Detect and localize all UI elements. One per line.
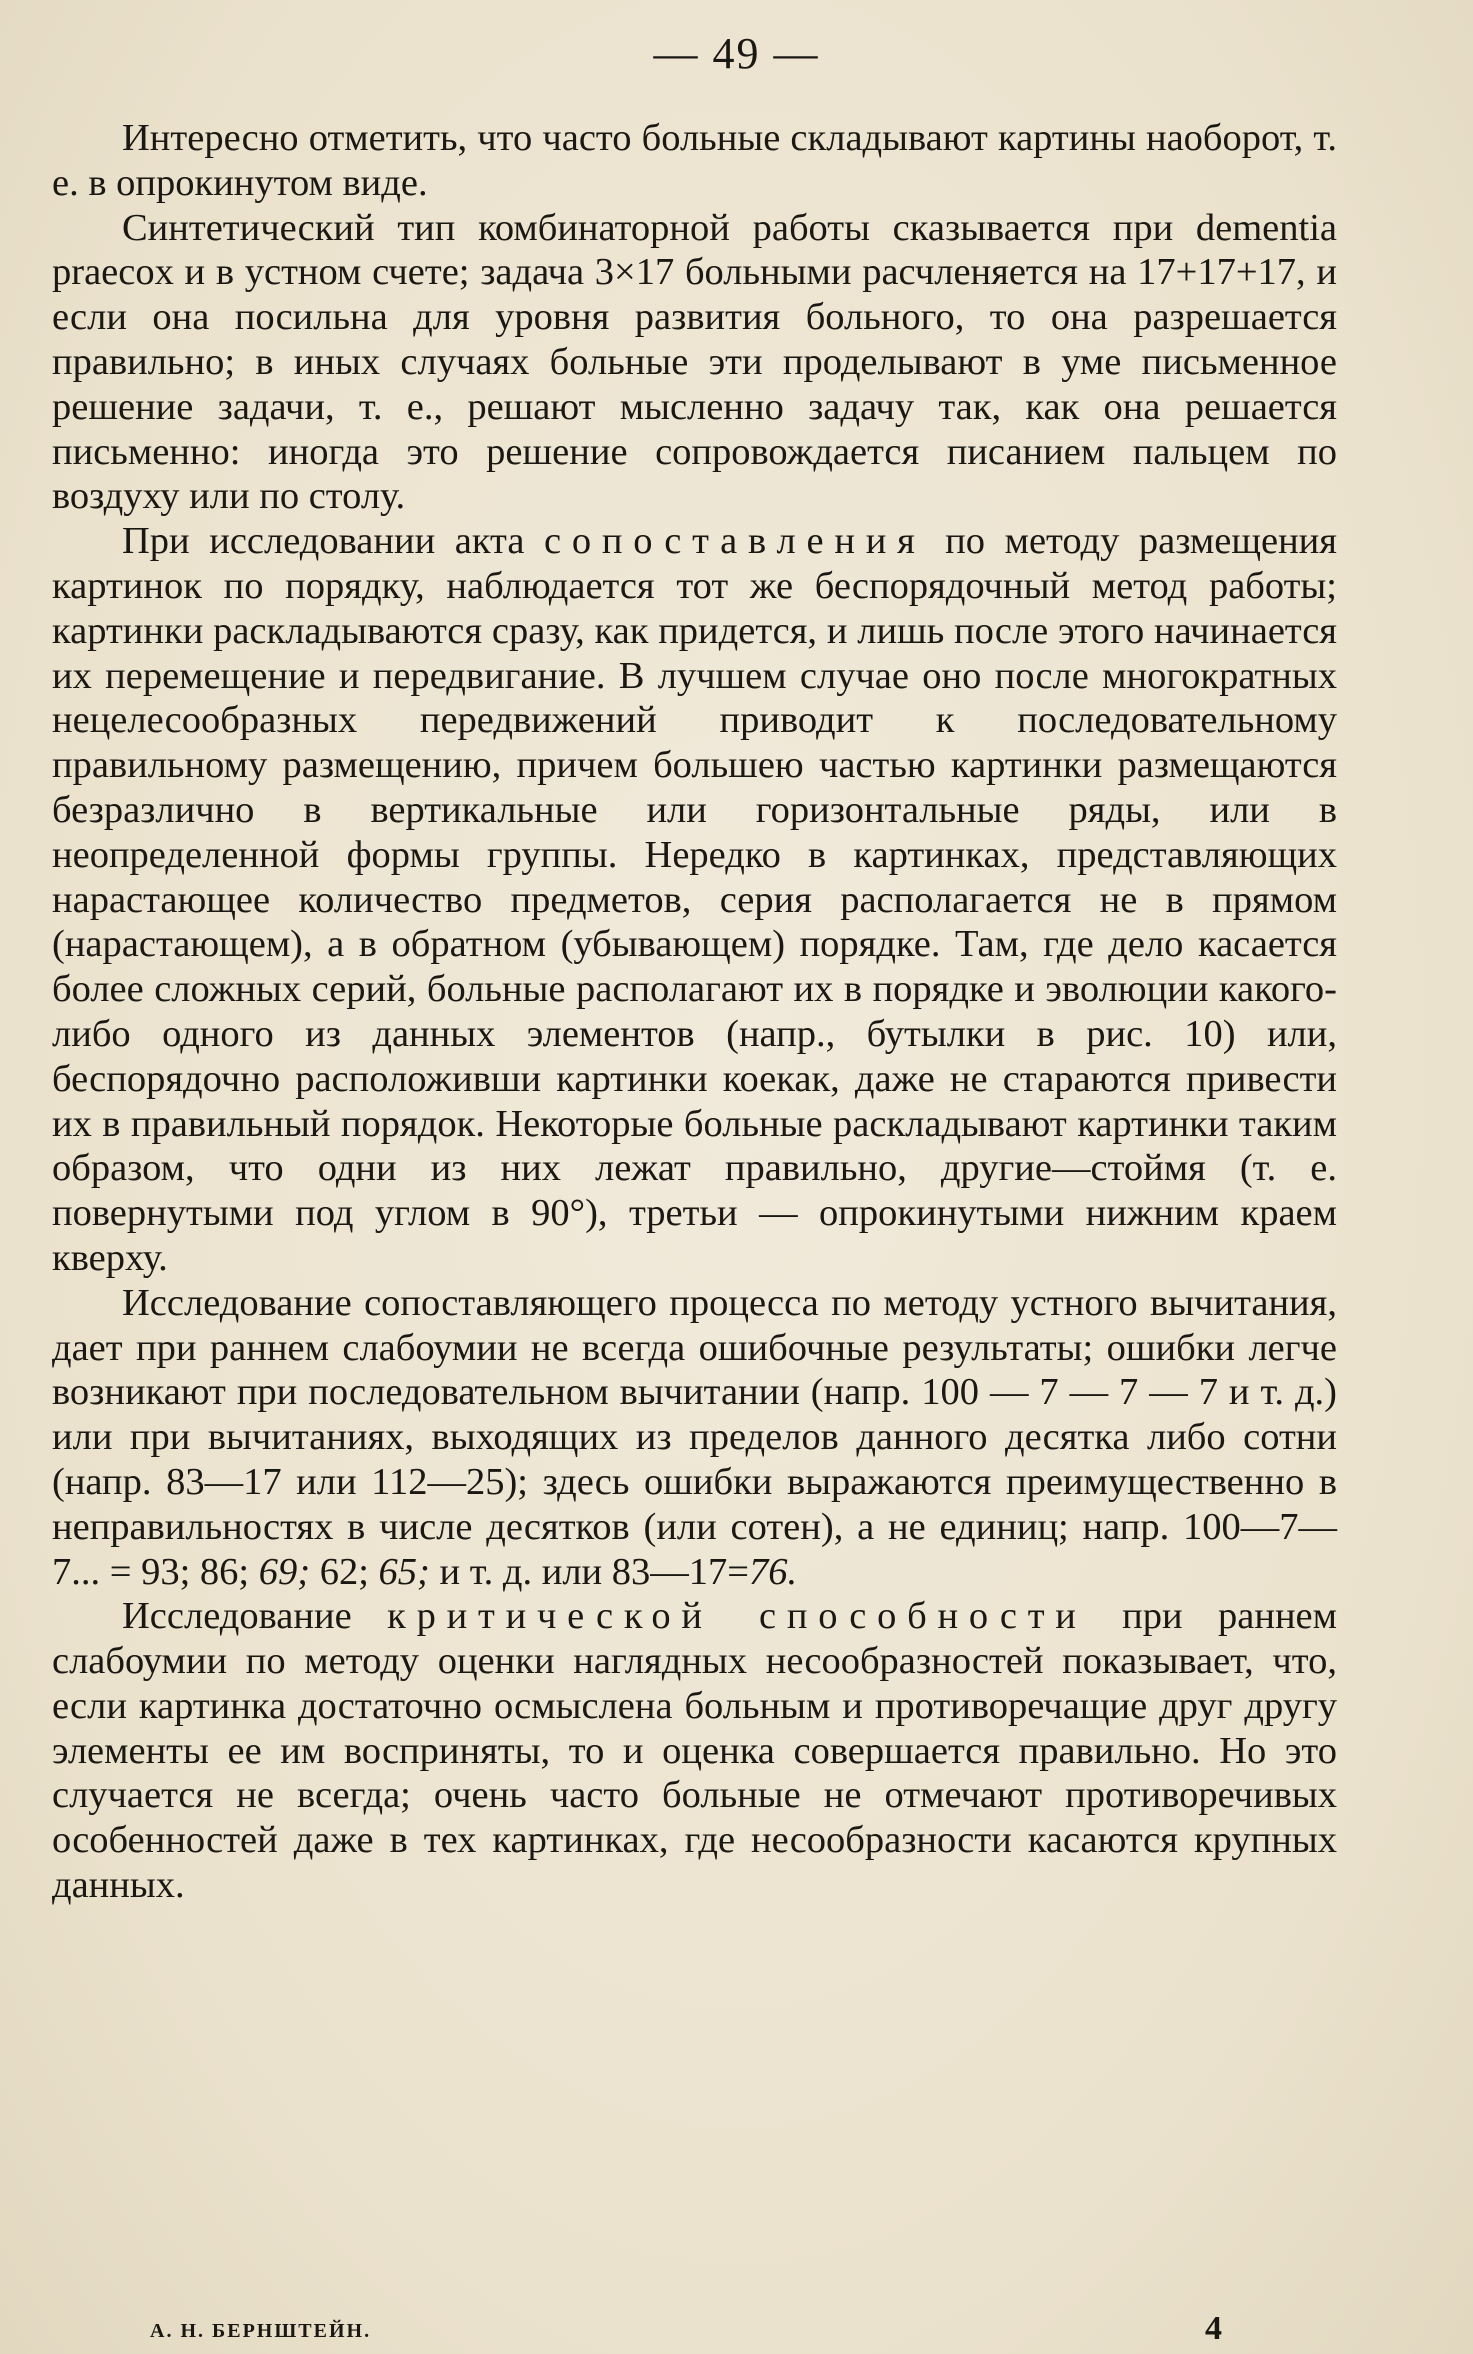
paragraph-3-rest: по методу размещения картинок по порядку, наблюдается тот же беспорядочный метод работы; картинки раскладываются сразу, как придется, и лишь после этого начинается их перемещение и передвигание. В лучшем случае оно после многократных нецелесообразных передвижений приводит к последовательному правильному размещению, причем большею частью картинки размещаются безразлично в вертикальные или горизонтальные ряды, или в неопределенной формы группы. Нередко в картинках, представляющих нарастающее количество предметов, серия располагается не в прямом (нарастающем), а в обратном (убывающем) порядке. Там, где дело касается более сложных серий, больные располагают их в порядке и эволюции какого-либо одного из данных элементов (напр., бутылки в рис. 10) или, беспорядочно расположивши картинки коекак, даже не стараются привести их в правильный порядок. Некоторые больные раскладывают картинки таким образом, что одни из них лежат правильно, другие—стоймя (т. е. повернутыми под углом в 90°), третьи — опрокинутыми нижним краем кверху. xyxy=(52,520,1337,1279)
signature-mark: 4 xyxy=(1205,2310,1222,2347)
paragraph-4-main: Исследование сопоставляющего процесса по методу устного вычитания, дает при раннем слабоумии не всегда ошибочные результаты; ошибки легче возникают при последовательном вычитании (напр. 100 — 7 — 7 — 7 и т. д.) или при вычитаниях, выходящих из пределов данного десятка либо сотни (напр. 83—17 или 112—25); здесь ошибки выражаются преимущественно в неправильностях в числе десятков (или сотен), а не единиц; напр. 100—7—7... = 93; 86; xyxy=(52,1281,1337,1593)
spaced-term-critical-ability: критической способности xyxy=(387,1595,1087,1638)
paragraph-3 xyxy=(52,519,1337,1281)
paragraph-4-mid: 62; xyxy=(310,1550,379,1593)
page-number: — 49 — xyxy=(653,29,820,78)
paragraph-4-tail: и т. д. или 83—17= xyxy=(429,1550,749,1593)
paragraph-2: Синтетический тип комбинаторной работы сказывается при dementia praecox и в устном счете; задача 3×17 больными расчленяется на 17+17+17, и если она посильна для уровня развития больного, то она разрешается правильно; в иных случаях больные эти проделывают в уме письменное решение задачи, т. е., решают мысленно задачу так, как она решается письменно: иногда это решение сопровождается писанием пальцем по воздуху или по столу. xyxy=(52,206,1337,518)
paragraph-5 xyxy=(52,1594,1337,1908)
page-footer xyxy=(0,2310,1473,2354)
italic-error-76: 76. xyxy=(748,1550,798,1593)
paragraph-3-lead: При исследовании акта xyxy=(122,520,544,563)
paragraph-1: Интересно отметить, что часто больные складывают картины наоборот, т. е. в опрокинутом виде. xyxy=(52,117,1337,204)
body-text xyxy=(52,116,1337,1908)
paragraph-5-lead: Исследование xyxy=(122,1595,388,1638)
italic-error-65: 65; xyxy=(378,1550,430,1593)
footer-author: А. Н. БЕРНШТЕЙН. xyxy=(150,2320,372,2342)
spaced-term-comparison: сопоставления xyxy=(543,520,926,563)
italic-error-69: 69; xyxy=(258,1550,311,1593)
paragraph-5-rest: при раннем слабоумии по методу оценки наглядных несообразностей показывает, что, если картинка достаточно осмыслена больным и противоречащие друг другу элементы ее им восприняты, то и оценка совершается правильно. Но это случается не всегда; очень часто больные не отмечают противоречивых особенностей даже в тех картинках, где несообразности касаются крупных данных. xyxy=(52,1595,1337,1907)
paragraph-4 xyxy=(52,1281,1337,1595)
